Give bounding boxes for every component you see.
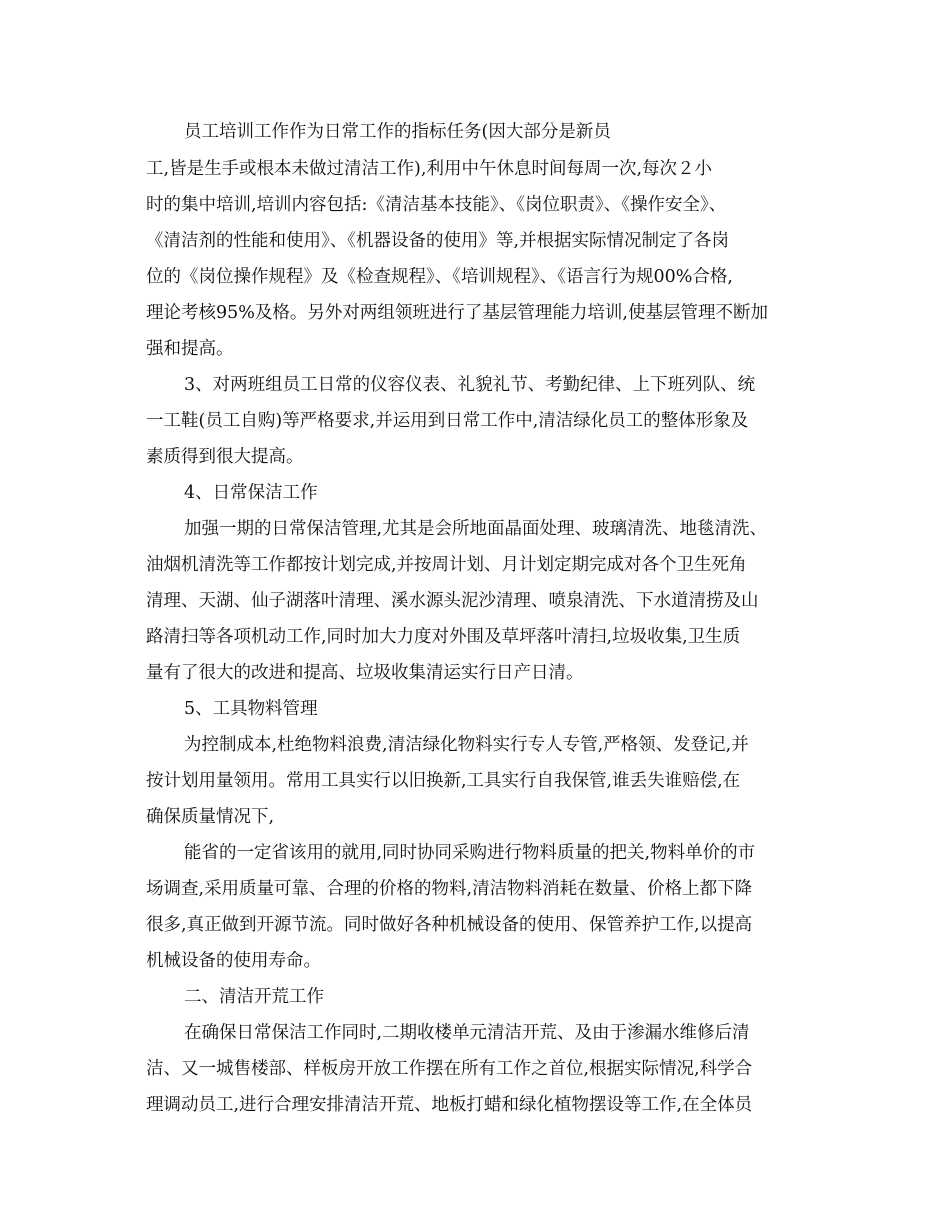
paragraph-line: 位的《岗位操作规程》及《检查规程》、《培训规程》、《语言行为规00%合格,	[146, 267, 733, 287]
paragraph-line: 量有了很大的改进和提高、垃圾收集清运实行日产日清。	[146, 663, 584, 683]
section-heading: 4、日常保洁工作	[184, 483, 318, 503]
paragraph-line: 时的集中培训,培训内容包括:《清洁基本技能》、《岗位职责》、《操作安全》、	[146, 195, 727, 215]
paragraph-line: 工,皆是生手或根本未做过清洁工作),利用中午休息时间每周一次,每次２小	[146, 159, 713, 179]
paragraph-line: 路清扫等各项机动工作,同时加大力度对外围及草坪落叶清扫,垃圾收集,卫生质	[146, 627, 741, 647]
paragraph-line: 为控制成本,杜绝物料浪费,清洁绿化物料实行专人专管,严格领、发登记,并	[184, 735, 749, 755]
paragraph-line: 理调动员工,进行合理安排清洁开荒、地板打蜡和绿化植物摆设等工作,在全体员	[146, 1095, 753, 1115]
paragraph-line: 在确保日常保洁工作同时,二期收楼单元清洁开荒、及由于渗漏水维修后清	[184, 1023, 750, 1043]
paragraph-line: 很多,真正做到开源节流。同时做好各种机械设备的使用、保管养护工作,以提高	[146, 915, 753, 935]
paragraph-line: 理论考核95%及格。另外对两组领班进行了基层管理能力培训,使基层管理不断加	[146, 303, 768, 323]
section-heading: 二、清洁开荒工作	[184, 987, 324, 1007]
paragraph-line: 按计划用量领用。常用工具实行以旧换新,工具实行自我保管,谁丢失谁赔偿,在	[146, 771, 741, 791]
paragraph-line: 能省的一定省该用的就用,同时协同采购进行物料质量的把关,物料单价的市	[184, 843, 756, 863]
paragraph-line: 3、对两班组员工日常的仪容仪表、礼貌礼节、考勤纪律、上下班列队、统	[184, 375, 756, 395]
paragraph-line: 确保质量情况下,	[146, 807, 275, 827]
paragraph-line: 员工培训工作作为日常工作的指标任务(因大部分是新员	[184, 122, 611, 142]
section-heading: 5、工具物料管理	[184, 699, 318, 719]
paragraph-line: 洁、又一城售楼部、样板房开放工作摆在所有工作之首位,根据实际情况,科学合	[146, 1059, 753, 1079]
paragraph-line: 《清洁剂的性能和使用》、《机器设备的使用》等,并根据实际情况制定了各岗	[146, 231, 730, 251]
paragraph-line: 清理、天湖、仙子湖落叶清理、溪水源头泥沙清理、喷泉清洗、下水道清捞及山	[146, 591, 759, 611]
paragraph-line: 机械设备的使用寿命。	[146, 951, 321, 971]
paragraph-line: 场调查,采用质量可靠、合理的价格的物料,清洁物料消耗在数量、价格上都下降	[146, 879, 753, 899]
paragraph-line: 素质得到很大提高。	[146, 447, 304, 467]
paragraph-line: 加强一期的日常保洁管理,尤其是会所地面晶面处理、玻璃清洗、地毯清洗、	[184, 519, 768, 539]
paragraph-line: 强和提高。	[146, 339, 234, 359]
paragraph-line: 一工鞋(员工自购)等严格要求,并运用到日常工作中,清洁绿化员工的整体形象及	[146, 411, 749, 431]
paragraph-line: 油烟机清洗等工作都按计划完成,并按周计划、月计划定期完成对各个卫生死角	[146, 555, 747, 575]
